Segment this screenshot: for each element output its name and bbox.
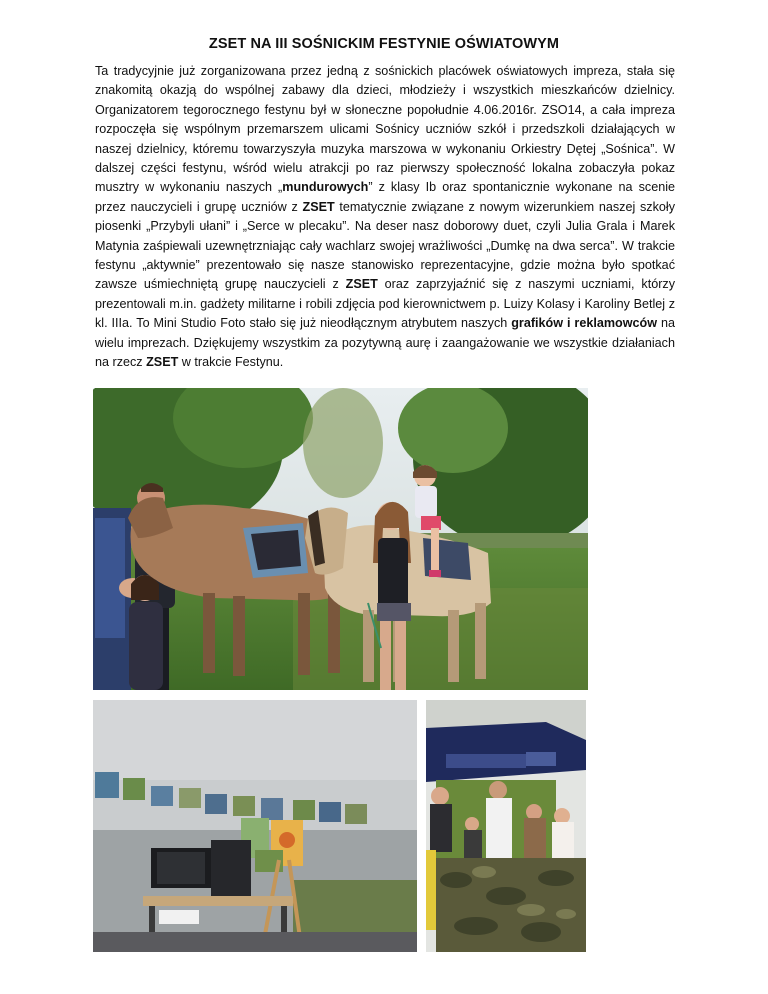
text-run-bold: ZSET xyxy=(302,199,335,214)
ponies-photo xyxy=(93,388,588,690)
exhibition-photo xyxy=(93,700,417,952)
text-run: oraz zaprzyjaźnić się z naszymi uczniami, którzy prezentowali m.in. gadżety militarne i robili zdjęcia pod kierownictwem p. Luizy Kolasy i Karoliny Betlej z kl. IIIa. To Mini Studio Foto stało się już nieodłącznym atrybutem naszych xyxy=(95,277,675,331)
page-title: ZSET NA III SOŚNICKIM FESTYNIE OŚWIATOWYM xyxy=(208,36,560,52)
text-run: tematycznie związane z nowym wizerunkiem naszej szkoły piosenki „Przybyli ułani” i „Serce w plecaku”. Na deser nasz doborowy duet, czyli Julia Grala i Marek Matynia zaśpiewali uzewnętrzniając cały wachlarz swojej wrażliwości „Dumkę na dwa serca”. W trakcie festynu „aktywnie” prezentowało się nasze stanowisko reprezentacyjne, gdzie można było spotkać zawsze uśmiechniętą grupę nauczycieli z xyxy=(95,199,675,292)
text-run: w trakcie Festynu. xyxy=(178,355,284,370)
article-paragraph xyxy=(95,62,675,373)
text-run-bold: ZSET xyxy=(345,277,378,292)
text-run-bold: grafików i reklamowców xyxy=(511,316,658,331)
text-run: na wielu imprezach. Dziękujemy wszystkim za pozytywną aurę i zaangażowanie we wszystkie działaniach na rzecz xyxy=(95,316,676,370)
text-run-bold: mundurowych xyxy=(282,180,369,195)
text-run: ” z klasy Ib oraz spontanicznie wykonane na scenie przez nauczycieli i grupę uczniów z xyxy=(95,180,676,214)
tent-stand-photo xyxy=(426,700,586,952)
text-run: Ta tradycyjnie już zorganizowana przez jedną z sośnickich placówek oświatowych impreza, stała się znakomitą okazją do wspólnej zabawy dla dzieci, młodzieży i wszystkich mieszkańców dzielnicy. Organizatorem tegorocznego festynu był w słoneczne popołudnie 4.06.2016r. ZSO14, a cała impreza rozpoczęła się wspólnym przemarszem ulicami Sośnicy uczniów szkół i przedszkoli działających w naszej dzielnicy, któremu towarzyszyła muzyka marszowa w wykonaniu Orkiestry Dętej „Sośnica”. W dalszej części festynu, wśród wielu atrakcji po raz pierwszy społeczność lokalna zobaczyła pokaz musztry w wykonaniu naszych „ xyxy=(95,64,675,195)
text-run-bold: ZSET xyxy=(146,355,179,370)
